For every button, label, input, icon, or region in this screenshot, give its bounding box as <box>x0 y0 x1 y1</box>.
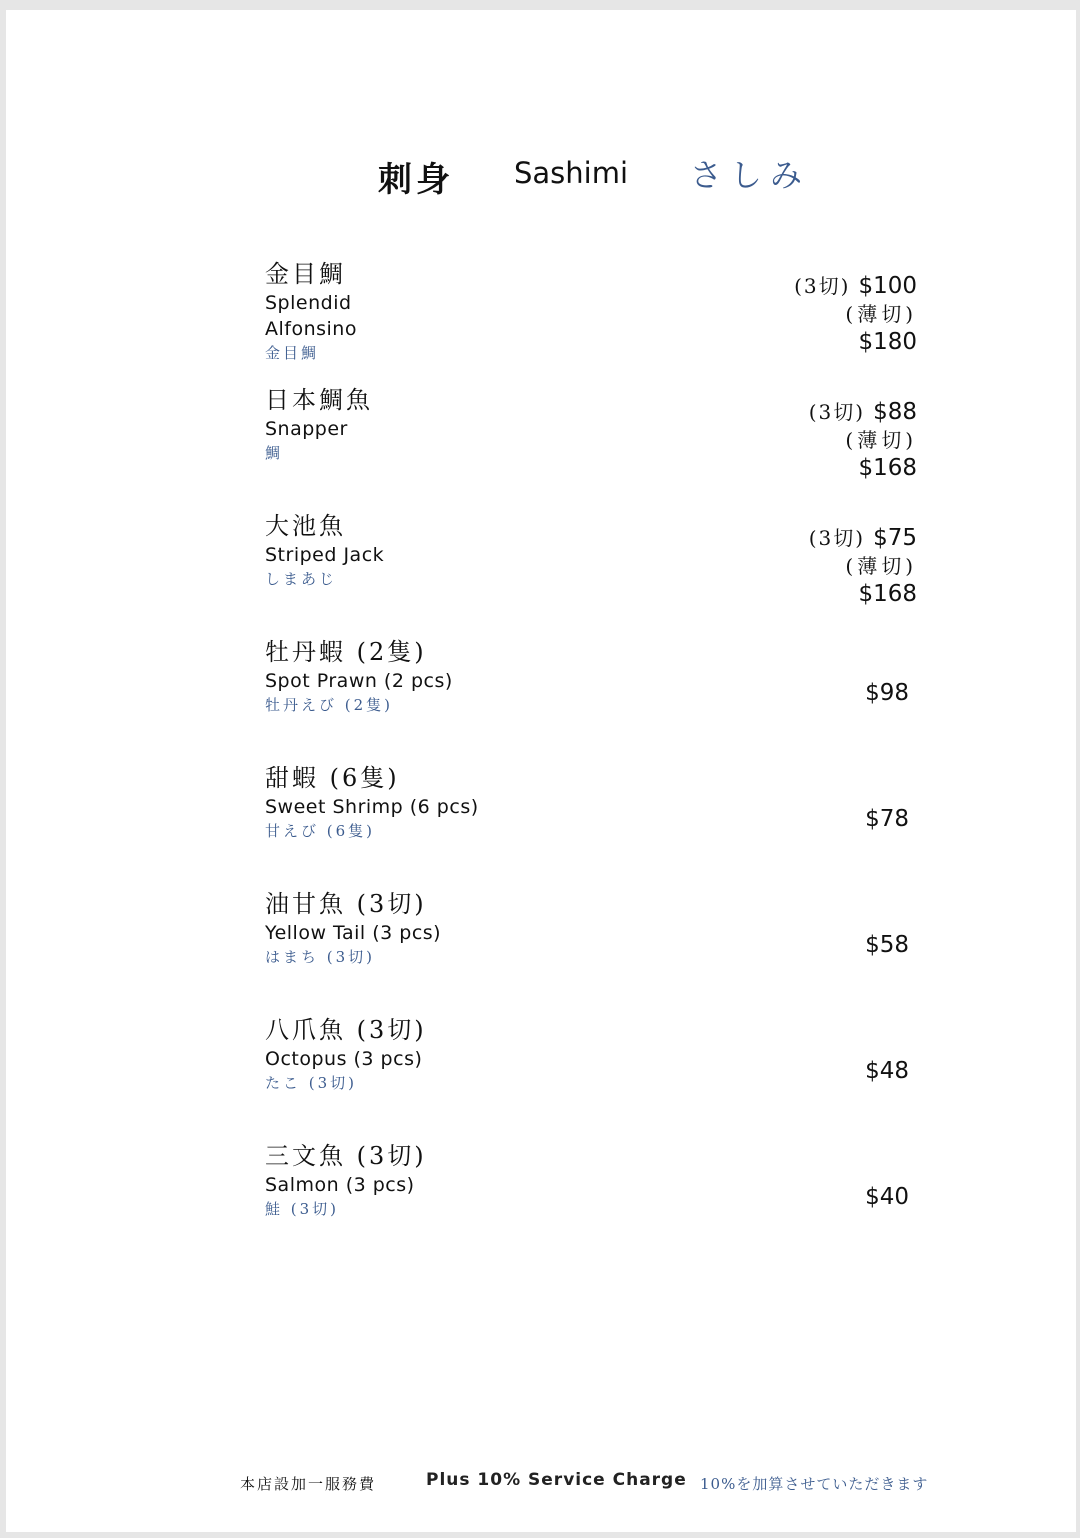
item-prices <box>809 396 917 481</box>
item-prices <box>809 522 917 607</box>
menu-item-sweet-shrimp <box>265 762 925 842</box>
price-usuzukuri: $168 <box>858 581 917 607</box>
item-name-japanese: 牡丹えび (2隻) <box>265 696 394 714</box>
item-name-japanese: はまち (3切) <box>265 948 376 966</box>
item-name-chinese: 金目鯛 <box>265 260 346 288</box>
menu-item-yellow-tail <box>265 888 925 968</box>
footer-service-charge-japanese: 10%を加算させていただきます <box>700 1475 929 1493</box>
usuzukuri-label: (薄切) <box>845 302 917 326</box>
item-prices <box>794 270 917 355</box>
menu-item-snapper <box>265 384 925 481</box>
item-name-japanese: 鯛 <box>265 444 284 462</box>
usuzukuri-label: (薄切) <box>845 428 917 452</box>
item-price: $40 <box>865 1184 909 1210</box>
item-price: $98 <box>865 680 909 706</box>
price-three-cuts: $100 <box>858 273 917 299</box>
item-name-japanese: たこ (3切) <box>265 1074 358 1092</box>
price-usuzukuri: $180 <box>858 329 917 355</box>
item-name-chinese: 三文魚 (3切) <box>265 1142 427 1170</box>
item-name-chinese: 油甘魚 (3切) <box>265 890 427 918</box>
item-price: $58 <box>865 932 909 958</box>
menu-item-octopus <box>265 1014 925 1094</box>
page-title-japanese: さしみ <box>690 156 811 194</box>
item-name-english: Octopus (3 pcs) <box>265 1048 423 1070</box>
price-three-cuts: $88 <box>873 399 917 425</box>
item-name-english: Spot Prawn (2 pcs) <box>265 670 453 692</box>
footer-service-charge-chinese: 本店設加一服務費 <box>240 1475 377 1493</box>
item-name-english: Sweet Shrimp (6 pcs) <box>265 796 479 818</box>
item-name-japanese: しまあじ <box>265 570 338 588</box>
menu-item-spot-prawn <box>265 636 925 716</box>
item-name-english: Yellow Tail (3 pcs) <box>265 922 442 944</box>
price-three-cuts: $75 <box>873 525 917 551</box>
item-price: $78 <box>865 806 909 832</box>
item-name-chinese: 日本鯛魚 <box>265 386 373 414</box>
item-name-chinese: 大池魚 <box>265 512 346 540</box>
menu-item-striped-jack <box>265 510 925 607</box>
item-name-english: Snapper <box>265 418 348 440</box>
cut-label: (3切) <box>808 526 866 550</box>
item-name-chinese: 八爪魚 (3切) <box>265 1016 427 1044</box>
usuzukuri-label: (薄切) <box>845 554 917 578</box>
footer-service-charge-english: Plus 10% Service Charge <box>426 1470 687 1490</box>
item-price: $48 <box>865 1058 909 1084</box>
menu-item-splendid-alfonsino <box>265 258 925 364</box>
item-name-japanese: 鮭 (3切) <box>265 1200 340 1218</box>
page-title-chinese: 刺身 <box>378 160 454 200</box>
item-name-english: Striped Jack <box>265 544 385 566</box>
item-name-chinese: 甜蝦 (6隻) <box>265 764 400 792</box>
cut-label: (3切) <box>794 274 851 298</box>
item-name-japanese: 甘えび (6隻) <box>265 822 376 840</box>
menu-item-salmon <box>265 1140 925 1220</box>
item-name-english: Salmon (3 pcs) <box>265 1174 415 1196</box>
cut-label: (3切) <box>808 400 866 424</box>
price-usuzukuri: $168 <box>858 455 917 481</box>
page-title-english: Sashimi <box>514 156 629 190</box>
item-name-chinese: 牡丹蝦 (2隻) <box>265 638 427 666</box>
item-name-japanese: 金目鯛 <box>265 344 320 362</box>
menu-page <box>6 10 1076 1532</box>
item-name-english: Splendid Alfonsino <box>265 292 357 340</box>
